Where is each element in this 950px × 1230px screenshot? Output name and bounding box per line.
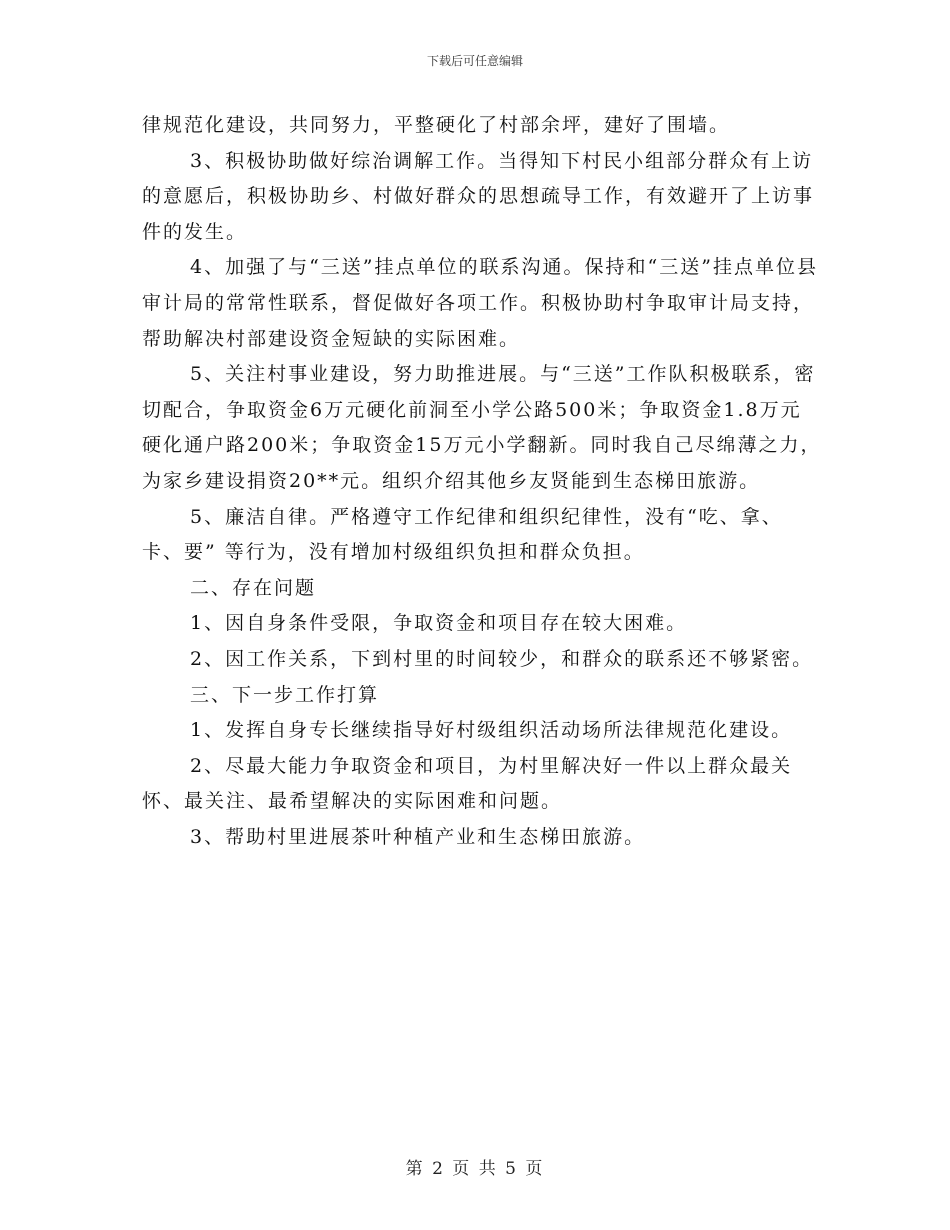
paragraph-plan-3: 3、帮助村里进展茶叶种植产业和生态梯田旅游。 [190, 825, 646, 848]
paragraph-problem-2: 2、因工作关系，下到村里的时间较少，和群众的联系还不够紧密。 [190, 647, 814, 670]
document-body [142, 108, 822, 855]
paragraph-item-3-mediation: 3、积极协助做好综治调解工作。当得知下村民小组部分群众有上访的意愿后，积极协助乡、村做好群众的思想疏导工作，有效避开了上访事件的发生。 [142, 149, 815, 243]
paragraph-item-5-integrity: 5、廉洁自律。严格遵守工作纪律和组织纪律性，没有“吃、拿、卡、要” 等行为，没有增加村级组织负担和群众负担。 [142, 505, 783, 564]
paragraph-plan-1: 1、发挥自身专长继续指导好村级组织活动场所法律规范化建设。 [190, 719, 793, 742]
section-heading-problems: 二、存在问题 [190, 576, 317, 599]
page-header: 下载后可任意编辑 [426, 54, 523, 68]
paragraph-plan-2: 2、尽最大能力争取资金和项目，为村里解决好一件以上群众最关怀、最关注、最希望解决的实际困难和问题。 [142, 754, 793, 813]
page-number-footer: 第 2 页 共 5 页 [405, 1159, 545, 1179]
paragraph-continuation: 律规范化建设，共同努力，平整硬化了村部余坪，建好了围墙。 [142, 114, 731, 136]
paragraph-item-4-liaison: 4、加强了与“三送”挂点单位的联系沟通。保持和“三送”挂点单位县审计局的常常性联系，督促做好各项工作。积极协助村争取审计局支持，帮助解决村部建设资金短缺的实际困难。 [142, 256, 818, 350]
paragraph-problem-1: 1、因自身条件受限，争取资金和项目存在较大困难。 [190, 612, 688, 635]
paragraph-item-5-village-construction: 5、关注村事业建设，努力助推进展。与“三送”工作队积极联系，密切配合，争取资金6万元硬化前洞至小学公路500米；争取资金1.8万元硬化通户路200米；争取资金15万元小学翻新。同时我自己尽绵薄之力，为家乡建设捐资20**元。组织介绍其他乡友贤能到生态梯田旅游。 [142, 363, 822, 492]
section-heading-next-steps: 三、下一步工作打算 [190, 683, 380, 706]
